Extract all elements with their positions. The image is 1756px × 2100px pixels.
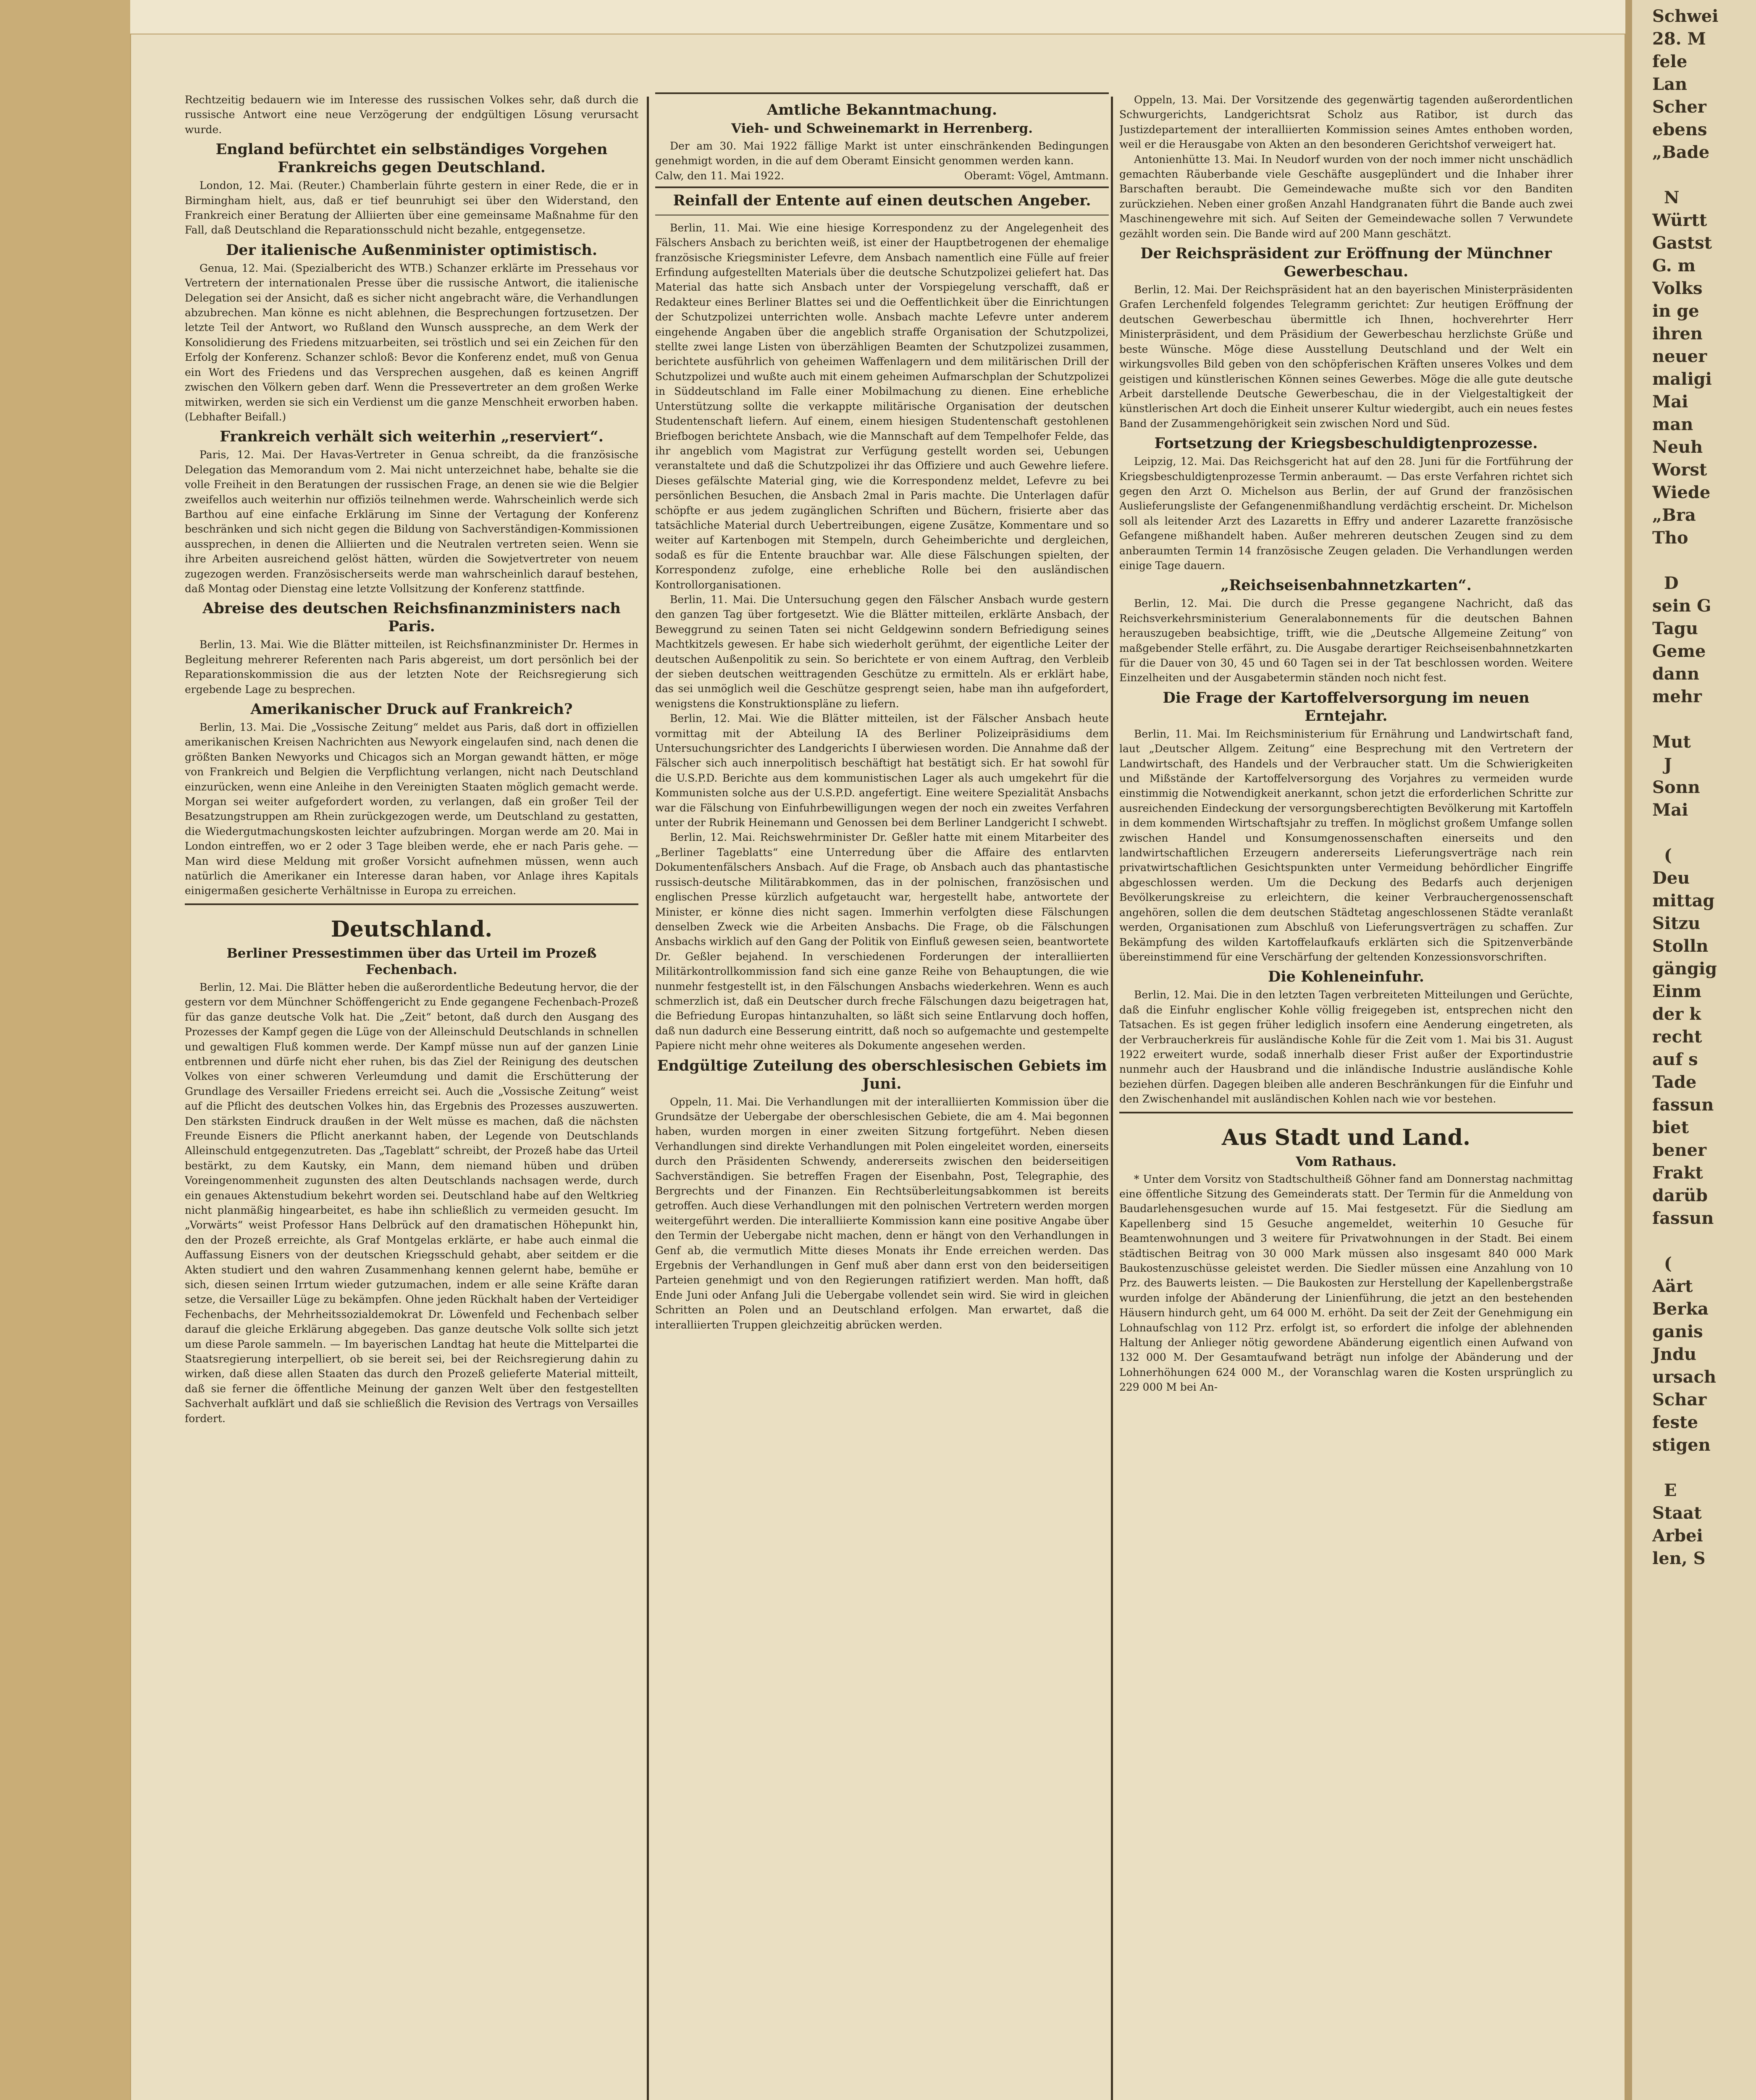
page-fold [1625,0,1632,2100]
article-headline: Reinfall der Entente auf einen deutschen Angeber. [673,192,1091,209]
article-text: Rechtzeitig bedauern wie im Interesse des russischen Volkes sehr, daß durch die russische Antwort eine neue Verzögerung der endgültigen Lösung verursacht wurde. [185,94,638,136]
article-text: Oppeln, 11. Mai. Die Verhandlungen mit der interalliierten Kommission über die Grundsätze der Uebergabe der oberschlesischen Gebiete, die am 4. Mai begonnen haben, wurden morgen in einer zweiten Sitzung fortgeführt. Neben diesen Verhandlungen sind direkte Verhandlungen mit Polen eingeleitet worden, einerseits durch den Präsidenten Schwendy, andererseits zwischen den beiderseitigen Sachverständigen. Sie betreffen Fragen der Eisenbahn, Post, Telegraphie, des Bergrechts und der Finanzen. Ein Rechtsüberleitungsabkommen ist bereits getroffen. Auch diese Verhandlungen mit den polnischen Vertretern werden morgen weitergeführt werden. Die interalliierte Kommission kann eine positive Angabe über den Termin der Uebergabe nicht machen, denn er hängt von den Verhandlungen in Genf ab, die vermutlich Mitte dieses Monats ihr Ende erreichen werden. Das Ergebnis der Verhandlungen in Genf muß aber dann erst von den beiderseitigen Parteien genehmigt und von den Regierungen ratifiziert werden. Man hofft, daß Ende Juni oder Anfang Juli die Uebergabe vollendet sein wird. Sie wird in gleichen Schritten an Polen und an Deutschland erfolgen. Man erwartet, daß die interalliierten Truppen gleichzeitig abrücken werden. [655,1095,1109,1331]
article-text: Leipzig, 12. Mai. Das Reichsgericht hat auf den 28. Juni für die Fortführung der Kriegsbeschuldigtenprozesse Termin anberaumt. — Das erste Verfahren richtet sich gegen den Arzt O. Michelson aus Berlin, der auf Grund der französischen Auslieferungsliste der Gefangenenmißhandlung verdächtig erscheint. Dr. Michelson soll als leitender Arzt des Lazaretts in Effry und anderer Lazarette französische Gefangene mißhandelt haben. Außer mehreren deutschen Zeugen sind zu dem anberaumten Termin 14 französische Zeugen geladen. Die Verhandlungen werden einige Tage dauern. [1119,455,1573,572]
section-divider [1119,1112,1573,1113]
column-3 [1119,92,1573,2100]
article-text: Genua, 12. Mai. (Spezialbericht des WTB.) Schanzer erklärte im Pressehaus vor Vertretern der internationalen Presse über die russische Antwort, die italienische Delegation sei der Ansicht, daß es sicher nicht angebracht wäre, die Verhandlungen abzubrechen. Man könne es nicht ablehnen, die Besprechungen fortzusetzen. Der letzte Teil der Antwort, wo Rußland den Wunsch ausspreche, an dem Werk der Konsolidierung des Friedens mitzuarbeiten, sei tröstlich und sei ein Zeichen für den Erfolg der Konferenz. Schanzer schloß: Bevor die Konferenz endet, muß von Genua ein Wort des Friedens und das Versprechen ausgehen, daß es keinen Angriff zwischen den Völkern geben darf. Wenn die Pressevertreter an dem großen Werke mitwirken, werden sie sich ein Verdienst um die ganze Menschheit erworben haben. (Lebhafter Beifall.) [185,262,638,423]
adjacent-page-fragment [1632,0,1756,2100]
notice-headline: Amtliche Bekanntmachung. [766,101,997,118]
article-text: Berlin, 12. Mai. Die Blätter heben die außerordentliche Bedeutung hervor, die der gestern vor dem Münchner Schöffengericht zu Ende gegangene Fechenbach-Prozeß für das ganze deutsche Volk hat. Die „Zeit“ betont, daß durch den Ausgang des Prozesses der Kampf gegen die Lüge von der Alleinschuld Deutschlands in schnellen und gewaltigen Fluß kommen werde. Der Kampf müsse nun auf der ganzen Linie entbrennen und dürfe nicht eher ruhen, bis das Ziel der Reinigung des deutschen Volkes von einer schweren Verleumdung und damit die Erschütterung der Grundlage des Versailler Friedens erreicht sei. Auch die „Vossische Zeitung“ weist auf die Pflicht des deutschen Volkes hin, das Ergebnis des Prozesses auszuwerten. Den stärksten Eindruck draußen in der Welt müsse es machen, daß die nächsten Freunde Eisners die Pflicht anerkannt haben, der Legende von Deutschlands Alleinschuld entgegenzutreten. Das „Tageblatt“ schreibt, der Prozeß habe das Urteil bestärkt, zu dem Kautsky, ein Mann, dem niemand hüben und drüben Voreingenommenheit zugunsten des alten Deutschlands nachsagen werde, durch ein genaues Aktenstudium bekehrt worden sei. Deutschland habe auf den Weltkrieg nicht planmäßig hingearbeitet, es habe ihn schließlich zu vermeiden gesucht. Im „Vorwärts“ weist Professor Hans Delbrück auf den dramatischen Höhepunkt hin, den der Prozeß erreichte, als Graf Montgelas erklärte, er habe auch einmal die Auffassung Eisners von der deutschen Kriegsschuld gehabt, aber seitdem er die Akten studiert und den wahren Zusammenhang kennen gelernt habe, bemühe er sich, diesen seinen Irrtum wieder gutzumachen, indem er alle seine Kräfte daran setze, die Versailler Lüge zu bekämpfen. Ohne jeden Rückhalt haben der Verteidiger Fechenbachs, der Mehrheitssozialdemokrat Dr. Löwenfeld und Fechenbach selber darauf die gleiche Erklärung abgegeben. Das ganze deutsche Volk sollte sich jetzt um diese Parole sammeln. — Im bayerischen Landtag hat heute die Mittelpartei die Staatsregierung interpelliert, ob sie bereit sei, bei der Reichsregierung dahin zu wirken, daß diese allen Staaten das durch den Prozeß gelieferte Material mitteilt, daß sie ferner die öffentliche Meinung der ganzen Welt über den festgestellten Sachverhalt aufklärt und daß sie schließlich die Revision des Vertrags von Versailles fordert. [185,981,638,1425]
column-rule [1111,97,1113,2100]
column-2 [655,92,1109,2100]
notice-signature [655,168,1109,183]
article-text: Paris, 12. Mai. Der Havas-Vertreter in Genua schreibt, da die französische Delegation das Memorandum vom 2. Mai nicht unterzeichnet habe, behalte sie die volle Freiheit in den Beratungen der russischen Frage, an denen sie wie die Belgier zweifellos auch weiterhin nur offiziös teilnehmen werde. Wahrscheinlich werde sich Barthou auf eine einfache Erklärung im Sinne der Vertagung der Konferenz beschränken und sich nicht gegen die Bildung von Sachverständigen-Kommissionen aussprechen, in denen die Alliierten und die Neutralen vertreten seien. Wenn sie ihre Arbeiten ausreichend gelöst hätten, würden die Sowjetvertreter von neuem zugezogen werden. Französischerseits werde man wahrscheinlich darauf bestehen, daß Montag oder Dienstag eine letzte Vollsitzung der Konferenz stattfinde. [185,449,638,595]
article-text: Oppeln, 13. Mai. Der Vorsitzende des gegenwärtig tagenden außerordentlichen Schwurgerichts, Landgerichtsrat Scholz aus Ratibor, ist durch das Justizdepartement der interalliierten Kommission seines Amtes enthoben worden, weil er die Herausgabe von Akten an den besonderen Gerichtshof verweigert hat. [1119,94,1573,151]
article-text: Berlin, 11. Mai. Die Untersuchung gegen den Fälscher Ansbach wurde gestern den ganzen Tag über fortgesetzt. Wie die Blätter mitteilen, erklärte Ansbach, der Beweggrund zu seinen Taten sei nicht Geldgewinn sondern Befriedigung seines Machtkitzels gewesen. Er habe sich wiederholt gerühmt, der eigentliche Leiter der deutschen Außenpolitik zu sein. So berichtete er von einem Auftrag, den Verbleib der sieben deutschen weittragenden Geschütze zu ermitteln. Als er erklärt habe, das sei unmöglich weil die Geschütze gesprengt seien, habe man ihn aufgefordert, wenigstens die Konstruktionspläne zu liefern. [655,593,1109,710]
section-divider [185,903,638,905]
article-headline: Amerikanischer Druck auf Frankreich? [250,701,573,718]
adjacent-page-text: Schwei 28. M fele Lan Scher ebens „Bade N Württ Gastst G. m Volks in ge ihren neuer maligi Mai man Neuh Worst Wiede „Bra Tho D sein G Tagu Geme dann mehr Mut J Sonn Mai ( Deu mittag Sitzu Stolln gängig Einm der k recht auf s Tade fassun biet bener Frakt darüb fassun ( Aärt Berka ganis Jndu ursach Schar feste stigen E Staat Arbei len, S [1652,6,1719,1568]
article-text: Berlin, 11. Mai. Im Reichsministerium für Ernährung und Landwirtschaft fand, laut „Deutscher Allgem. Zeitung“ eine Besprechung mit den Vertretern der Landwirtschaft, des Handels und der Verbraucher statt. Um die Schwierigkeiten und Mißstände der Kartoffelversorgung des Vorjahres zu vermeiden wurde einstimmig die Notwendigkeit anerkannt, schon jetzt die erforderlichen Schritte zur ausreichenden Eindeckung der versorgungsberechtigten Bevölkerung mit Kartoffeln in dem kommenden Wirtschaftsjahr zu treffen. In möglichst großem Umfange sollen zwischen Handel und Konsumgenossenschaften einerseits und den landwirtschaftlichen Erzeugern andererseits Lieferungsverträge nach rein privatwirtschaftlichen Gesichtspunkten unter Vermeidung behördlicher Eingriffe abgeschlossen werden. Um die Deckung des Bedarfs auch derjenigen Bevölkerungskreise zu erleichtern, die keiner Verbrauchergenossenschaft angehören, sollen die dem deutschen Städtetag angeschlossenen Städte veranlaßt werden, Organisationen zum Abschluß von Lieferungsverträgen zu schaffen. Zur Bekämpfung des wilden Kartoffelaufkaufs erklärten sich die Spitzenverbände übereinstimmend für eine Verschärfung der geltenden Konzessionsvorschriften. [1119,727,1573,963]
article-text: Berlin, 12. Mai. Der Reichspräsident hat an den bayerischen Ministerpräsidenten Grafen Lerchenfeld folgendes Telegramm gerichtet: Zur heutigen Eröffnung der deutschen Gewerbeschau übermittle ich Ihnen, hochverehrter Herr Ministerpräsident, und dem Präsidium der Gewerbeschau herzlichste Grüße und beste Wünsche. Möge diese Ausstellung Deutschland und der Welt ein wirkungsvolles Bild geben von den schöpferischen Kräften unseres Volkes und dem geistigen und künstlerischen Können seines Gewerbes. Möge die alle gute deutsche Arbeit darstellende Deutsche Gewerbeschau, die in der Vielgestaltigkeit der künstlerischen Art doch die Einheit unserer Kultur wiedergibt, auch ein neues festes Band der Zusammengehörigkeit sein zwischen Nord und Süd. [1119,284,1573,430]
article-text: Berlin, 11. Mai. Wie eine hiesige Korrespondenz zu der Angelegenheit des Fälschers Ansbach zu berichten weiß, ist einer der Hauptbetrogenen der ehemalige französische Kriegsminister Lefevre, dem Ansbach namentlich eine Fülle auf freier Erfindung aufgestellten Materials über die deutsche Schutzpolizei geliefert hat. Das Material das hatte sich Ansbach unter der Vorspiegelung verschafft, daß er Redakteur eines Berliner Blattes sei und die Oeffentlichkeit über die Einrichtungen der Schutzpolizei unterrichten wolle. Ansbach machte Lefevre unter anderem eingehende Angaben über die angeblich straffe Organisation der Schutzpolizei, stellte zwei lange Listen von überzähligen Beamten der Schutzpolizei zusammen, berichtete ausführlich von geheimen Waffenlagern und dem militärischen Drill der Schutzpolizei und wußte auch mit einem geheimen Aufmarschplan der Schutzpolizei in Süddeutschland im Falle einer Mobilmachung zu dienen. Eine erhebliche Unterstützung sollte die verkappte militärische Organisation der deutschen Studentenschaft liefern. Auf einem, einem hiesigen Studentenschaft gestohlenen Briefbogen berichtete Ansbach, wie die Mannschaft auf dem Tempelhofer Felde, das ihr angeblich vom Magistrat zur Verfügung gestellt worden sei, Uebungen veranstaltete und daß die Schutzpolizei ihr das Offiziere und auch Gewehre liefere. Dieses gefälschte Material ging, wie die Korrespondenz meldet, Lefevre zu bei persönlichen Besuchen, die Ansbach 2mal in Paris machte. Die Unterlagen dafür schöpfte er aus jedem zugänglichen Schriften und Büchern, frisierte aber das tatsächliche Material durch Uebertreibungen, eigene Zusätze, Kommentare und so weiter auf Kartenbogen mit Stempeln, durch Geheimberichte und dergleichen, sodaß es für die Entente brauchbar war. Alle diese Fälschungen spielten, der Korrespondenz zufolge, eine erhebliche Rolle bei den ausländischen Kontrollorganisationen. [655,221,1109,591]
article-text: Berlin, 12. Mai. Die durch die Presse gegangene Nachricht, daß das Reichsverkehrsministerium Generalabonnements für die deutschen Bahnen herauszugeben beabsichtige, trifft, wie die „Deutsche Allgemeine Zeitung“ von maßgebender Stelle erfährt, zu. Die Ausgabe derartiger Reichseisenbahnnetzkarten für die Dauer von 30, 45 und 60 Tagen sei in der Tat beschlossen worden. Weitere Einzelheiten und der Ausgabetermin ständen noch nicht fest. [1119,597,1573,684]
scan-edge-left [0,0,130,2100]
article-headline: Frankreich verhält sich weiterhin „reserviert“. [220,428,604,446]
notice-subheadline: Vieh- und Schweinemarkt in Herrenberg. [731,121,1033,136]
article-headline: Die Kohleneinfuhr. [1268,968,1424,986]
article-text: Berlin, 13. Mai. Wie die Blätter mitteilen, ist Reichsfinanzminister Dr. Hermes in Begleitung mehrerer Referenten nach Paris abgereist, um dort persönlich bei der Reparationskommission die aus der letzten Note der Reichsregierung sich ergebende Lage zu besprechen. [185,638,638,696]
notice-text: Der am 30. Mai 1922 fällige Markt ist unter einschränkenden Bedingungen genehmigt worden, in die auf dem Oberamt Einsicht genommen werden kann. [655,140,1109,167]
article-text: Berlin, 12. Mai. Reichswehrminister Dr. Geßler hatte mit einem Mitarbeiter des „Berliner Tageblatts“ eine Unterredung über die Affaire des entlarvten Dokumentenfälschers Ansbach. Auf die Frage, ob Ansbach auch das phantastische russisch-deutsche Militärabkommen, das in der polnischen, französischen und englischen Presse kürzlich aufgetaucht war, hergestellt habe, antwortete der Minister, er könne dies nicht sagen. Immerhin verfolgten diese Fälschungen denselben Zweck wie die Arbeiten Ansbachs. Die Frage, ob die Fälschungen Ansbachs wirklich auf den Gang der Politik von Einfluß gewesen seien, beantwortete Dr. Geßler bejahend. In verschiedenen Forderungen der interalliierten Militärkontrollkommission fand sich eine ganze Reihe von Behauptungen, die wie nunmehr festgestellt ist, in den Fälschungen Ansbachs wiederkehren. Wenn es auch schmerzlich ist, daß ein Deutscher durch freche Fälschungen dazu beigetragen hat, die Befriedung Europas hintanzuhalten, so läßt sich seine Entlarvung doch hoffen, daß nun dadurch eine Besserung eintritt, daß noch so aufgemachte und gestempelte Papiere nicht mehr ohne weiteres als Dokumente angesehen werden. [655,831,1109,1052]
article-headline: Fortsetzung der Kriegsbeschuldigtenprozesse. [1154,435,1538,452]
section-heading: Deutschland. [331,916,493,942]
notice-signer: Oberamt: Vögel, Amtmann. [964,169,1109,182]
article-headline: Der italienische Außenminister optimistisch. [226,241,598,259]
article-text: London, 12. Mai. (Reuter.) Chamberlain führte gestern in einer Rede, die er in Birmingham hielt, aus, daß er tief beunruhigt sei über den Widerstand, den Frankreich einer Beratung der Alliierten über eine gemeinsame Maßnahme für den Fall, daß Deutschland die Reparationsschuld nicht bezahle, entgegensetze. [185,179,638,236]
notice-place-date: Calw, den 11. Mai 1922. [655,169,784,182]
article-headline: England befürchtet ein selbständiges Vorgehen Frankreichs gegen Deutschland. [215,141,608,176]
article-headline: Die Frage der Kartoffelversorgung im neuen Erntejahr. [1163,689,1530,724]
article-text: Berlin, 12. Mai. Die in den letzten Tagen verbreiteten Mitteilungen und Gerüchte, daß die Einfuhr englischer Kohle völlig freigegeben ist, entsprechen nicht den Tatsachen. Es ist gegen früher lediglich insofern eine Aenderung eingetreten, als der Verbraucherkreis für ausländische Kohle für die Zeit vom 1. Mai bis 31. August 1922 erweitert wurde, sodaß innerhalb dieser Frist außer der Exportindustrie nunmehr auch der Hausbrand und die inländische Industrie ausländische Kohle beziehen dürfen. Dagegen bleiben alle anderen Beschränkungen für die Einfuhr und den Zwischenhandel mit ausländischen Kohlen nach wie vor bestehen. [1119,989,1573,1105]
article-headline: Berliner Pressestimmen über das Urteil im Prozeß Fechenbach. [226,945,597,977]
article-text: Berlin, 12. Mai. Wie die Blätter mitteilen, ist der Fälscher Ansbach heute vormittag mit der Abteilung IA des Berliner Polizeipräsidiums dem Untersuchungsrichter des Landgerichts I überwiesen worden. Die Annahme daß der Fälscher sich auch innerpolitisch beschäftigt hat bestätigt sich. Er hat sowohl für die U.S.P.D. Berichte aus dem kommunistischen Lager als auch umgekehrt für die Kommunisten solche aus der U.S.P.D. angefertigt. Eine weitere Spezialität Ansbachs war die Fälschung von Einfuhrbewilligungen wegen der noch ein zweites Verfahren unter der Rubrik Heinemann und Genossen bei dem Berliner Landgericht I schwebt. [655,712,1109,829]
article-headline: Abreise des deutschen Reichsfinanzministers nach Paris. [202,600,621,635]
column-1 [185,92,638,2100]
article-text: Antonienhütte 13. Mai. In Neudorf wurden von der noch immer nicht unschädlich gemachten Räuberbande viele Geschäfte ausgeplündert und die Inhaber ihrer Barschaften beraubt. Die Gemeindewache mußte sich vor den Banditen zurückziehen. Neben einer großen Anzahl Handgranaten führt die Bande auch zwei Maschinengewehre mit sich. Auf Seiten der Gemeindewache sollen 7 Verwundete gezählt worden sein. Die Bande wird auf 200 Mann geschätzt. [1119,153,1573,240]
article-text: * Unter dem Vorsitz von Stadtschultheiß Göhner fand am Donnerstag nachmittag eine öffentliche Sitzung des Gemeinderats statt. Der Termin für die Anmeldung von Baudarlehensgesuchen wurde auf 15. Mai festgesetzt. Für die Siedlung am Kapellenberg sind 15 Gesuche angemeldet, weiterhin 10 Gesuche für Beamtenwohnungen und 3 weitere für Privatwohnungen in der Stadt. Bei einem städtischen Beitrag von 30 000 Mark müssen also insgesamt 840 000 Mark Baukostenzuschüsse geleistet werden. Die Siedler müssen eine Anzahlung von 10 Prz. des Bauwerts leisten. — Die Baukosten zur Herstellung der Kapellenbergstraße wurden infolge der Abänderung der Linienführung, die jetzt an den bestehenden Häusern hindurch geht, um 64 000 M. erhöht. Da seit der Zeit der Genehmigung ein Lohnaufschlag von 112 Prz. erfolgt ist, so erfordert die infolge der ablehnenden Haltung der Anlieger nötig gewordene Abänderung eigentlich einen Aufwand von 132 000 M. Der Gesamtaufwand beträgt nun infolge der Abänderung und der Lohnerhöhungen 624 000 M., der Voranschlag waren die Kosten ursprünglich zu 229 000 M bei An- [1119,1173,1573,1394]
article-headline: Endgültige Zuteilung des oberschlesischen Gebiets im Juni. [657,1057,1107,1092]
article-headline: Vom Rathaus. [1296,1154,1396,1169]
official-notice [655,92,1109,188]
section-heading: Aus Stadt und Land. [1222,1124,1470,1150]
article-headline: „Reichseisenbahnnetzkarten“. [1221,577,1472,594]
article-headline: Der Reichspräsident zur Eröffnung der Münchner Gewerbeschau. [1140,245,1552,281]
article-text: Berlin, 13. Mai. Die „Vossische Zeitung“ meldet aus Paris, daß dort in offiziellen amerikanischen Kreisen Nachrichten aus Newyork eingelaufen sind, nach denen die größten Banken Newyorks und Chicagos sich an Morgan gewandt hätten, er möge von Frankreich und Belgien die Verpflichtung verlangen, nicht nach Deutschland einzurücken, wenn eine Anleihe in den Vereinigten Staaten möglich gemacht werde. Morgan sei weiter aufgefordert worden, zu verlangen, daß ein großer Teil der Besatzungstruppen am Rhein zurückgezogen werde, um Deutschland zu gestatten, die Wiedergutmachungskosten leichter aufzubringen. Morgan werde am 20. Mai in London eintreffen, wo er 2 oder 3 Tage bleiben werde, ehe er nach Paris gehe. — Man wird diese Meldung mit großer Vorsicht aufnehmen müssen, wenn auch natürlich die Amerikaner ein Interesse daran haben, vor Anlage ihres Kapitals einigermaßen gesicherte Verhältnisse in Europa zu erreichen. [185,721,638,897]
column-rule [647,97,649,2100]
